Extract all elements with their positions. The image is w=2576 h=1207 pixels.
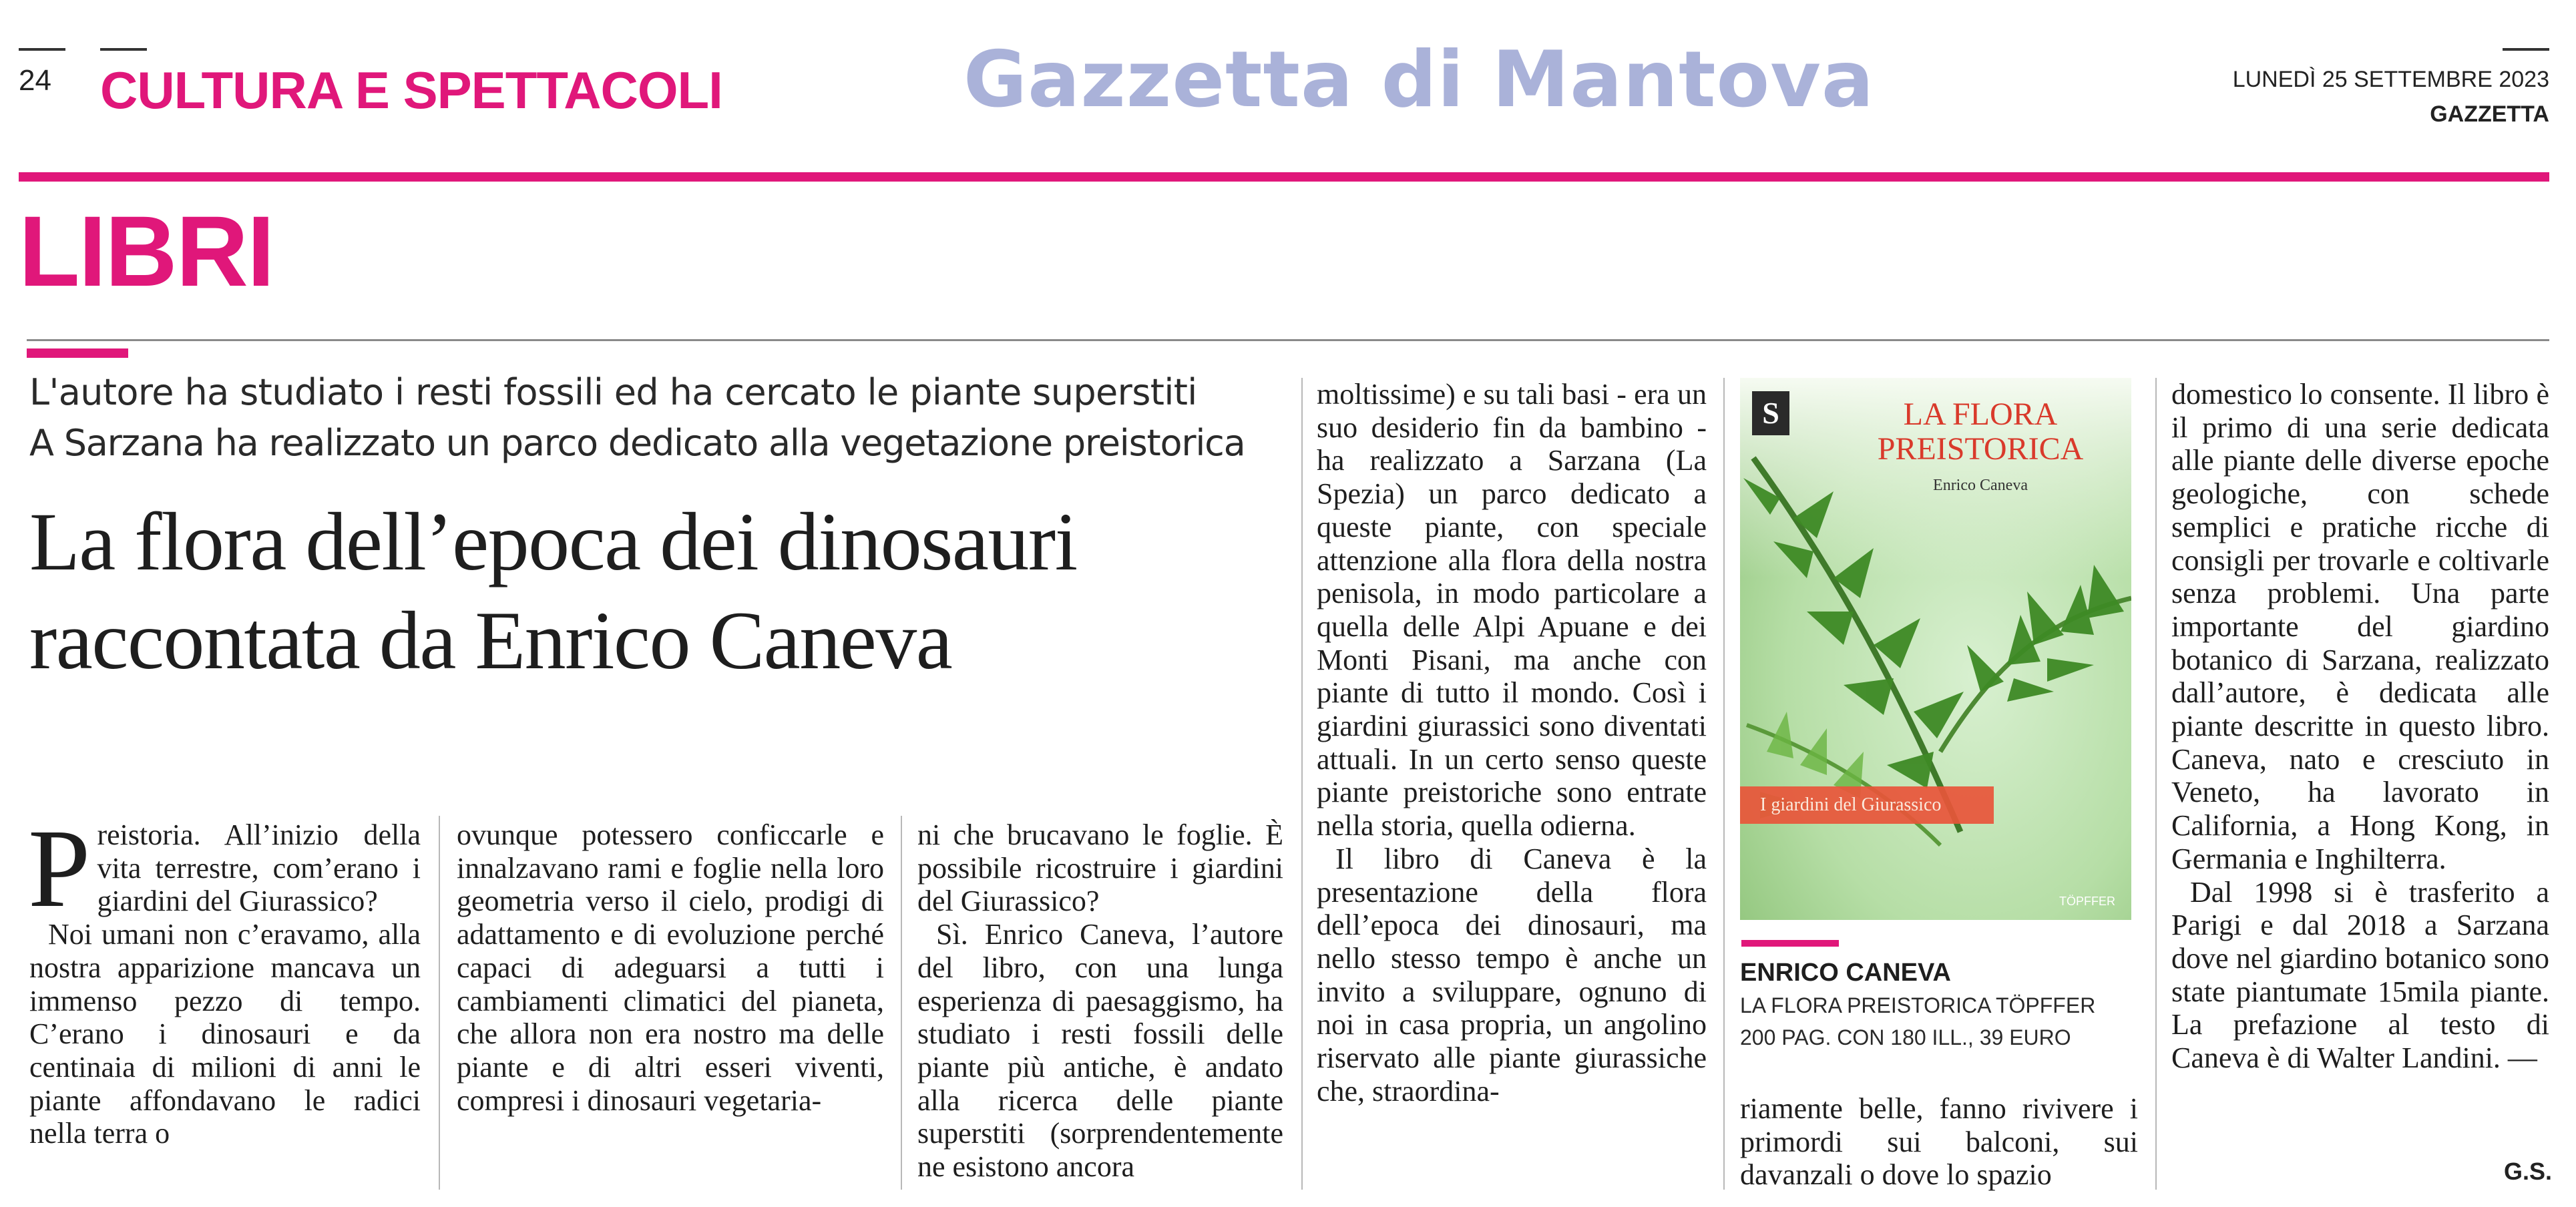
article-column-1 bbox=[28, 806, 421, 1150]
issue-date: LUNEDÌ 25 SETTEMBRE 2023 bbox=[2232, 67, 2549, 92]
article-column-5 bbox=[1740, 1092, 2138, 1192]
cover-title: PREISTORICA bbox=[1877, 431, 2084, 467]
publisher-logo: S bbox=[1762, 396, 1779, 430]
section-rule bbox=[19, 172, 2549, 182]
paragraph: reistoria. All’inizio della vita terrestre, com’erano i giardini del Giurassico? bbox=[97, 818, 421, 918]
column-divider bbox=[1723, 378, 1725, 1190]
article-subtitle: A Sarzana ha realizzato un parco dedicato alla vegetazione preistorica bbox=[29, 422, 1245, 464]
top-dash bbox=[2503, 48, 2549, 51]
column-divider bbox=[439, 816, 440, 1190]
rubric-accent bbox=[27, 348, 128, 358]
page-number: 24 bbox=[19, 64, 51, 97]
edition-label: GAZZETTA bbox=[2430, 101, 2549, 127]
column-divider bbox=[1301, 378, 1303, 1190]
paragraph: moltissime) e su tali basi - era un suo desiderio fin da bambino - ha realizzato a Sarzana (La Spezia) un parco dedicato a queste piante, con speciale attenzione alla flora della nostra penisola, in modo particolare a quella delle Alpi Apuane e dei Monti Pisani, ma anche con piante di tutto il mondo. Così i giardini giurassici sono diventati attuali. In un certo senso queste piante preistoriche sono entrate nella storia, quella odierna. bbox=[1317, 378, 1707, 842]
book-cover-image bbox=[1740, 378, 2131, 920]
article-column-3 bbox=[917, 818, 1283, 1184]
paragraph: ni che brucavano le foglie. È possibile ricostruire i giardini del Giurassico? bbox=[917, 818, 1283, 918]
cover-series: I giardini del Giurassico bbox=[1760, 794, 1942, 815]
book-accent-bar bbox=[1741, 940, 1839, 947]
headline-line: La flora dell’epoca dei dinosauri bbox=[29, 496, 1077, 587]
paragraph: Dal 1998 si è trasferito a Parigi e dal 2018 a Sarzana dove nel giardino botanico sono state piantumate 15mila piante. La prefazione al testo di Caneva è di Walter Landini. — bbox=[2171, 875, 2549, 1075]
rubric-rule bbox=[27, 339, 2549, 341]
article-subtitle: L'autore ha studiato i resti fossili ed ha cercato le piante superstiti bbox=[29, 371, 1197, 413]
book-cover bbox=[1740, 378, 2131, 920]
paragraph: riamente belle, fanno rivivere i primordi sui balconi, sui davanzali o dove lo spazio bbox=[1740, 1092, 2138, 1192]
paragraph: ovunque potessero conficcarle e innalzavano rami e foglie nella loro geometria verso il cielo, prodigi di adattamento e di evoluzione perché capaci di adeguarsi a tutti i cambiamenti climatici del pianeta, che allora non era nostro ma delle piante e di altri esseri viventi, compresi i dinosauri vegetaria- bbox=[457, 818, 884, 1117]
author-signature: G.S. bbox=[2503, 1158, 2552, 1185]
rubric-title: LIBRI bbox=[19, 195, 274, 307]
article-column-6 bbox=[2171, 378, 2549, 1075]
section-title: CULTURA E SPETTACOLI bbox=[100, 61, 722, 119]
article-headline bbox=[29, 493, 1298, 690]
book-pages-price: 200 PAG. CON 180 ILL., 39 EURO bbox=[1740, 1025, 2071, 1049]
paragraph: Noi umani non c’eravamo, alla nostra apparizione mancava un immenso pezzo di tempo. C’erano i dinosauri e da centinaia di milioni di anni le piante affondavano le radici nella terra o bbox=[29, 918, 421, 1150]
article-column-2 bbox=[457, 818, 884, 1117]
paragraph: domestico lo consente. Il libro è il primo di una serie dedicata alle piante delle diverse epoche geologiche, con schede semplici e pratiche ricche di consigli per trovarle e coltivarle senza problemi. Una parte importante del giardino botanico di Sarzana, realizzato dall’autore, è dedicata alle piante descritte in questo libro. Caneva, nato e cresciuto in Veneto, ha lavorato in California, a Hong Kong, in Germania e Inghilterra. bbox=[2171, 378, 2549, 875]
drop-cap: P bbox=[28, 806, 91, 931]
cover-title: LA FLORA bbox=[1903, 397, 2058, 432]
top-dash bbox=[19, 48, 65, 51]
newspaper-masthead: Gazzetta di Mantova bbox=[963, 35, 1875, 125]
column-divider bbox=[2155, 378, 2157, 1190]
headline-line: raccontata da Enrico Caneva bbox=[29, 595, 952, 686]
top-dash bbox=[100, 48, 147, 51]
column-divider bbox=[901, 816, 902, 1190]
book-author: ENRICO CANEVA bbox=[1740, 959, 1951, 987]
book-publisher-info: LA FLORA PREISTORICA TÖPFFER bbox=[1740, 993, 2096, 1017]
article-column-4 bbox=[1317, 378, 1707, 1108]
cover-publisher: TÖPFFER bbox=[2059, 895, 2115, 908]
paragraph: Il libro di Caneva è la presentazione della flora dell’epoca dei dinosauri, ma nello stesso tempo è anche un invito a sviluppare, ognuno di noi in casa propria, un angolino riservato alle piante giurassiche che, straordina- bbox=[1317, 842, 1707, 1108]
paragraph: Sì. Enrico Caneva, l’autore del libro, con una lunga esperienza di paesaggismo, ha studiato i resti fossili delle piante più antiche, è andato alla ricerca delle piante superstiti (sorprendentemente ne esistono ancora bbox=[917, 918, 1283, 1184]
cover-author: Enrico Caneva bbox=[1933, 477, 2028, 494]
